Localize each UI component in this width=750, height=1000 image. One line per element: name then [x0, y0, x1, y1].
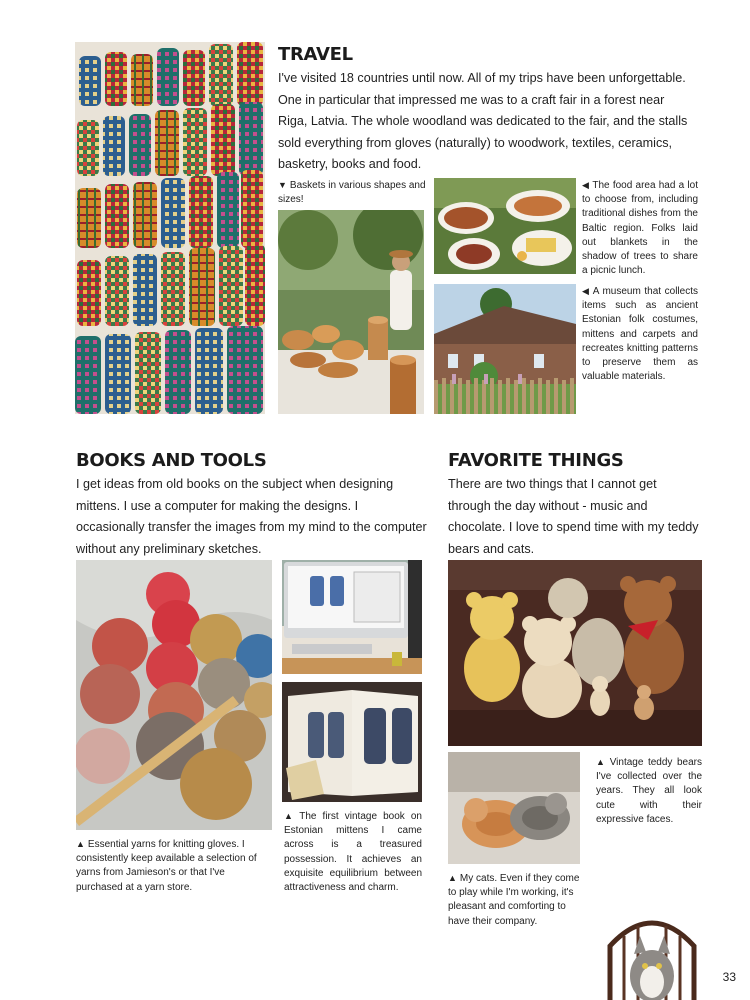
mittens-wall-photo [75, 42, 265, 414]
books-tools-body: I get ideas from old books on the subject when designing mittens. I use a computer for making the designs. I occasionally transfer the images from my mind to the computer without any preliminary sketches. [76, 477, 427, 556]
favorite-things-heading: FAVORITE THINGS [448, 450, 624, 471]
baskets-photo [278, 210, 424, 414]
triangle-up-icon: ▲ [284, 811, 297, 821]
food-photo [434, 178, 576, 274]
book-photo [282, 682, 422, 802]
triangle-up-icon: ▲ [76, 839, 85, 849]
yarns-photo [76, 560, 272, 830]
teddy-bears-caption: ▲ Vintage teddy bears I've collected over the years. They all look cute with their expressive faces. [596, 757, 702, 825]
triangle-left-icon: ◀ [582, 180, 590, 190]
travel-heading: TRAVEL [278, 44, 353, 65]
baskets-caption: ▼ Baskets in various shapes and sizes! [278, 180, 426, 206]
museum-caption: ◀ A museum that collects items such as ancient Estonian folk costumes, mittens and carpets and recreates knitting patterns to preserve them as valuable materials. [582, 286, 698, 383]
book-caption: ▲ The first vintage book on Estonian mittens I came across is a treasured possession. It achieves an exquisite equilibrium between attractiveness and charm. [284, 811, 422, 894]
triangle-up-icon: ▲ [596, 757, 607, 767]
teddy-bears-photo [448, 560, 702, 746]
computer-photo [282, 560, 422, 674]
favorite-things-body: There are two things that I cannot get through the day without - music and chocolate. I love to spend time with my teddy bears and cats. [448, 477, 699, 556]
triangle-down-icon: ▼ [278, 180, 287, 190]
cat-in-chair-photo [604, 906, 700, 1000]
triangle-up-icon: ▲ [448, 873, 457, 883]
travel-body: I've visited 18 countries until now. All of my trips have been unforgettable. One in particular that impressed me was to a craft fair in a forest near Riga, Latvia. The whole woodland was dedicated to the fair, and the stalls sold everything from gloves (naturally) to woodwork, textiles, ceramics, basketry, books and food. [278, 71, 688, 171]
cats-photo [448, 752, 580, 864]
books-tools-heading: BOOKS AND TOOLS [76, 450, 267, 471]
food-caption: ◀ The food area had a lot to choose from, including traditional dishes from the Baltic region. Folks laid out blankets in the shadow of trees to share a picnic lunch. [582, 180, 698, 277]
triangle-left-icon: ◀ [582, 286, 590, 296]
cats-caption: ▲ My cats. Even if they come to play while I'm working, it's pleasant and comforting to have their company. [448, 873, 580, 927]
page-number: 33 [722, 970, 736, 984]
museum-photo [434, 284, 576, 414]
yarns-caption: ▲ Essential yarns for knitting gloves. I consistently keep available a selection of yarns from Jamieson's or that I've purchased at a yarn store. [76, 839, 257, 893]
